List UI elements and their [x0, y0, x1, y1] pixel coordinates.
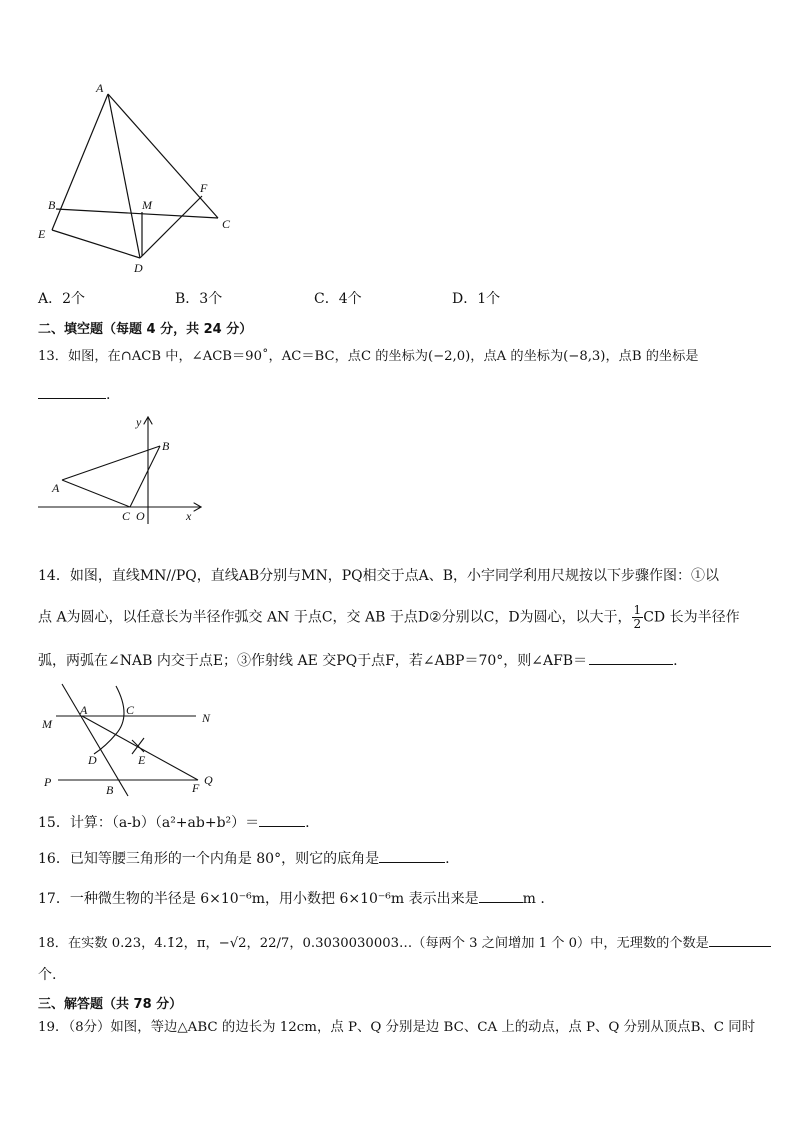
q13-blank: [38, 384, 106, 399]
q13-end: .: [106, 387, 111, 403]
q16: 16．已知等腰三角形的一个内角是 80°，则它的底角是 .: [38, 848, 450, 868]
label-y: y: [136, 415, 142, 429]
figure-q14: [36, 680, 226, 802]
q18-line2: 个.: [38, 967, 57, 983]
q17-text: 17．一种微生物的半径是 6×10⁻⁶m，用小数把 6×10⁻⁶m 表示出来是: [38, 891, 479, 907]
q14-line3-text: 弧，两弧在∠NAB 内交于点E；③作射线 AE 交PQ于点F，若∠ABP＝70°，则∠AFB＝: [38, 653, 588, 669]
label-E: E: [138, 753, 146, 767]
q18-blank: [709, 932, 771, 947]
q15-text: 15．计算：（a-b）（a²+ab+b²）＝: [38, 815, 260, 831]
label-A: A: [80, 703, 88, 717]
label-C: C: [126, 703, 135, 717]
label-P: P: [44, 775, 52, 789]
label-B: B: [48, 198, 56, 212]
q14-blank: [589, 650, 673, 665]
label-Q: Q: [204, 773, 213, 787]
q14-end: .: [673, 653, 678, 669]
label-E: E: [38, 227, 46, 241]
label-F: F: [192, 781, 200, 795]
q16-text: 16．已知等腰三角形的一个内角是 80°，则它的底角是: [38, 851, 380, 867]
label-B: B: [162, 439, 170, 453]
fraction-one-half: $\frac{1}{2}$: [633, 603, 642, 631]
section-title-fill-in: 二、填空题（每题 4 分，共 24 分）: [38, 322, 253, 337]
q13-text: 13．如图，在∩ACB 中，∠ACB＝90˚，AC＝BC，点C 的坐标为(−2,0)，点A 的坐标为(−8,3)，点B 的坐标是: [38, 349, 699, 364]
option-c: C．4个: [314, 291, 362, 307]
label-C: C: [122, 509, 131, 523]
label-B: B: [106, 783, 114, 797]
q17: 17．一种微生物的半径是 6×10⁻⁶m，用小数把 6×10⁻⁶m 表示出来是 m .: [38, 888, 545, 908]
q16-blank: [379, 848, 445, 863]
q19-text: 19．（8分）如图，等边△ABC 的边长为 12cm，点 P、Q 分别是边 BC、CA 上的动点，点 P、Q 分别从顶点B、C 同时: [38, 1020, 756, 1035]
label-O: O: [136, 509, 145, 523]
q13-answer-line: [38, 384, 110, 404]
q15: 15．计算：（a-b）（a²+ab+b²）＝ .: [38, 812, 310, 832]
label-M: M: [42, 717, 52, 731]
q14-line2: [38, 604, 740, 631]
label-A: A: [52, 481, 60, 495]
label-F: F: [200, 181, 208, 195]
label-x: x: [186, 509, 192, 523]
option-b: B．3个: [175, 291, 223, 307]
q18: [38, 932, 771, 953]
label-N: N: [202, 711, 211, 725]
q17-blank: [479, 888, 523, 903]
option-d: D．1个: [452, 291, 501, 307]
q18-text: 18．在实数 0.23，4.1̇2̇，π，−√2，22/7，0.3030030003…（每两个 3 之间增加 1 个 0）中，无理数的个数是: [38, 936, 709, 951]
label-D: D: [134, 261, 143, 275]
q15-blank: [259, 812, 305, 827]
label-D: D: [88, 753, 97, 767]
q14-line2-text: 点 A为圆心，以任意长为半径作弧交 AN 于点C，交 AB 于点D②分别以C，D为圆心，以大于，: [38, 609, 632, 626]
q14-line1: 14．如图，直线MN//PQ，直线AB分别与MN，PQ相交于点A、B，小宇同学利用尺规按以下步骤作图：①以: [38, 568, 720, 584]
section-title-solutions: 三、解答题（共 78 分）: [38, 997, 183, 1012]
label-M: M: [142, 198, 152, 212]
option-a: A．2个: [38, 291, 86, 307]
label-A: A: [96, 81, 104, 95]
label-C: C: [222, 217, 231, 231]
figure-q12: [30, 78, 250, 278]
q14-line2-text-b: CD 长为半径作: [643, 609, 740, 626]
figure-q13: [30, 412, 210, 530]
q14-line3: [38, 650, 678, 670]
